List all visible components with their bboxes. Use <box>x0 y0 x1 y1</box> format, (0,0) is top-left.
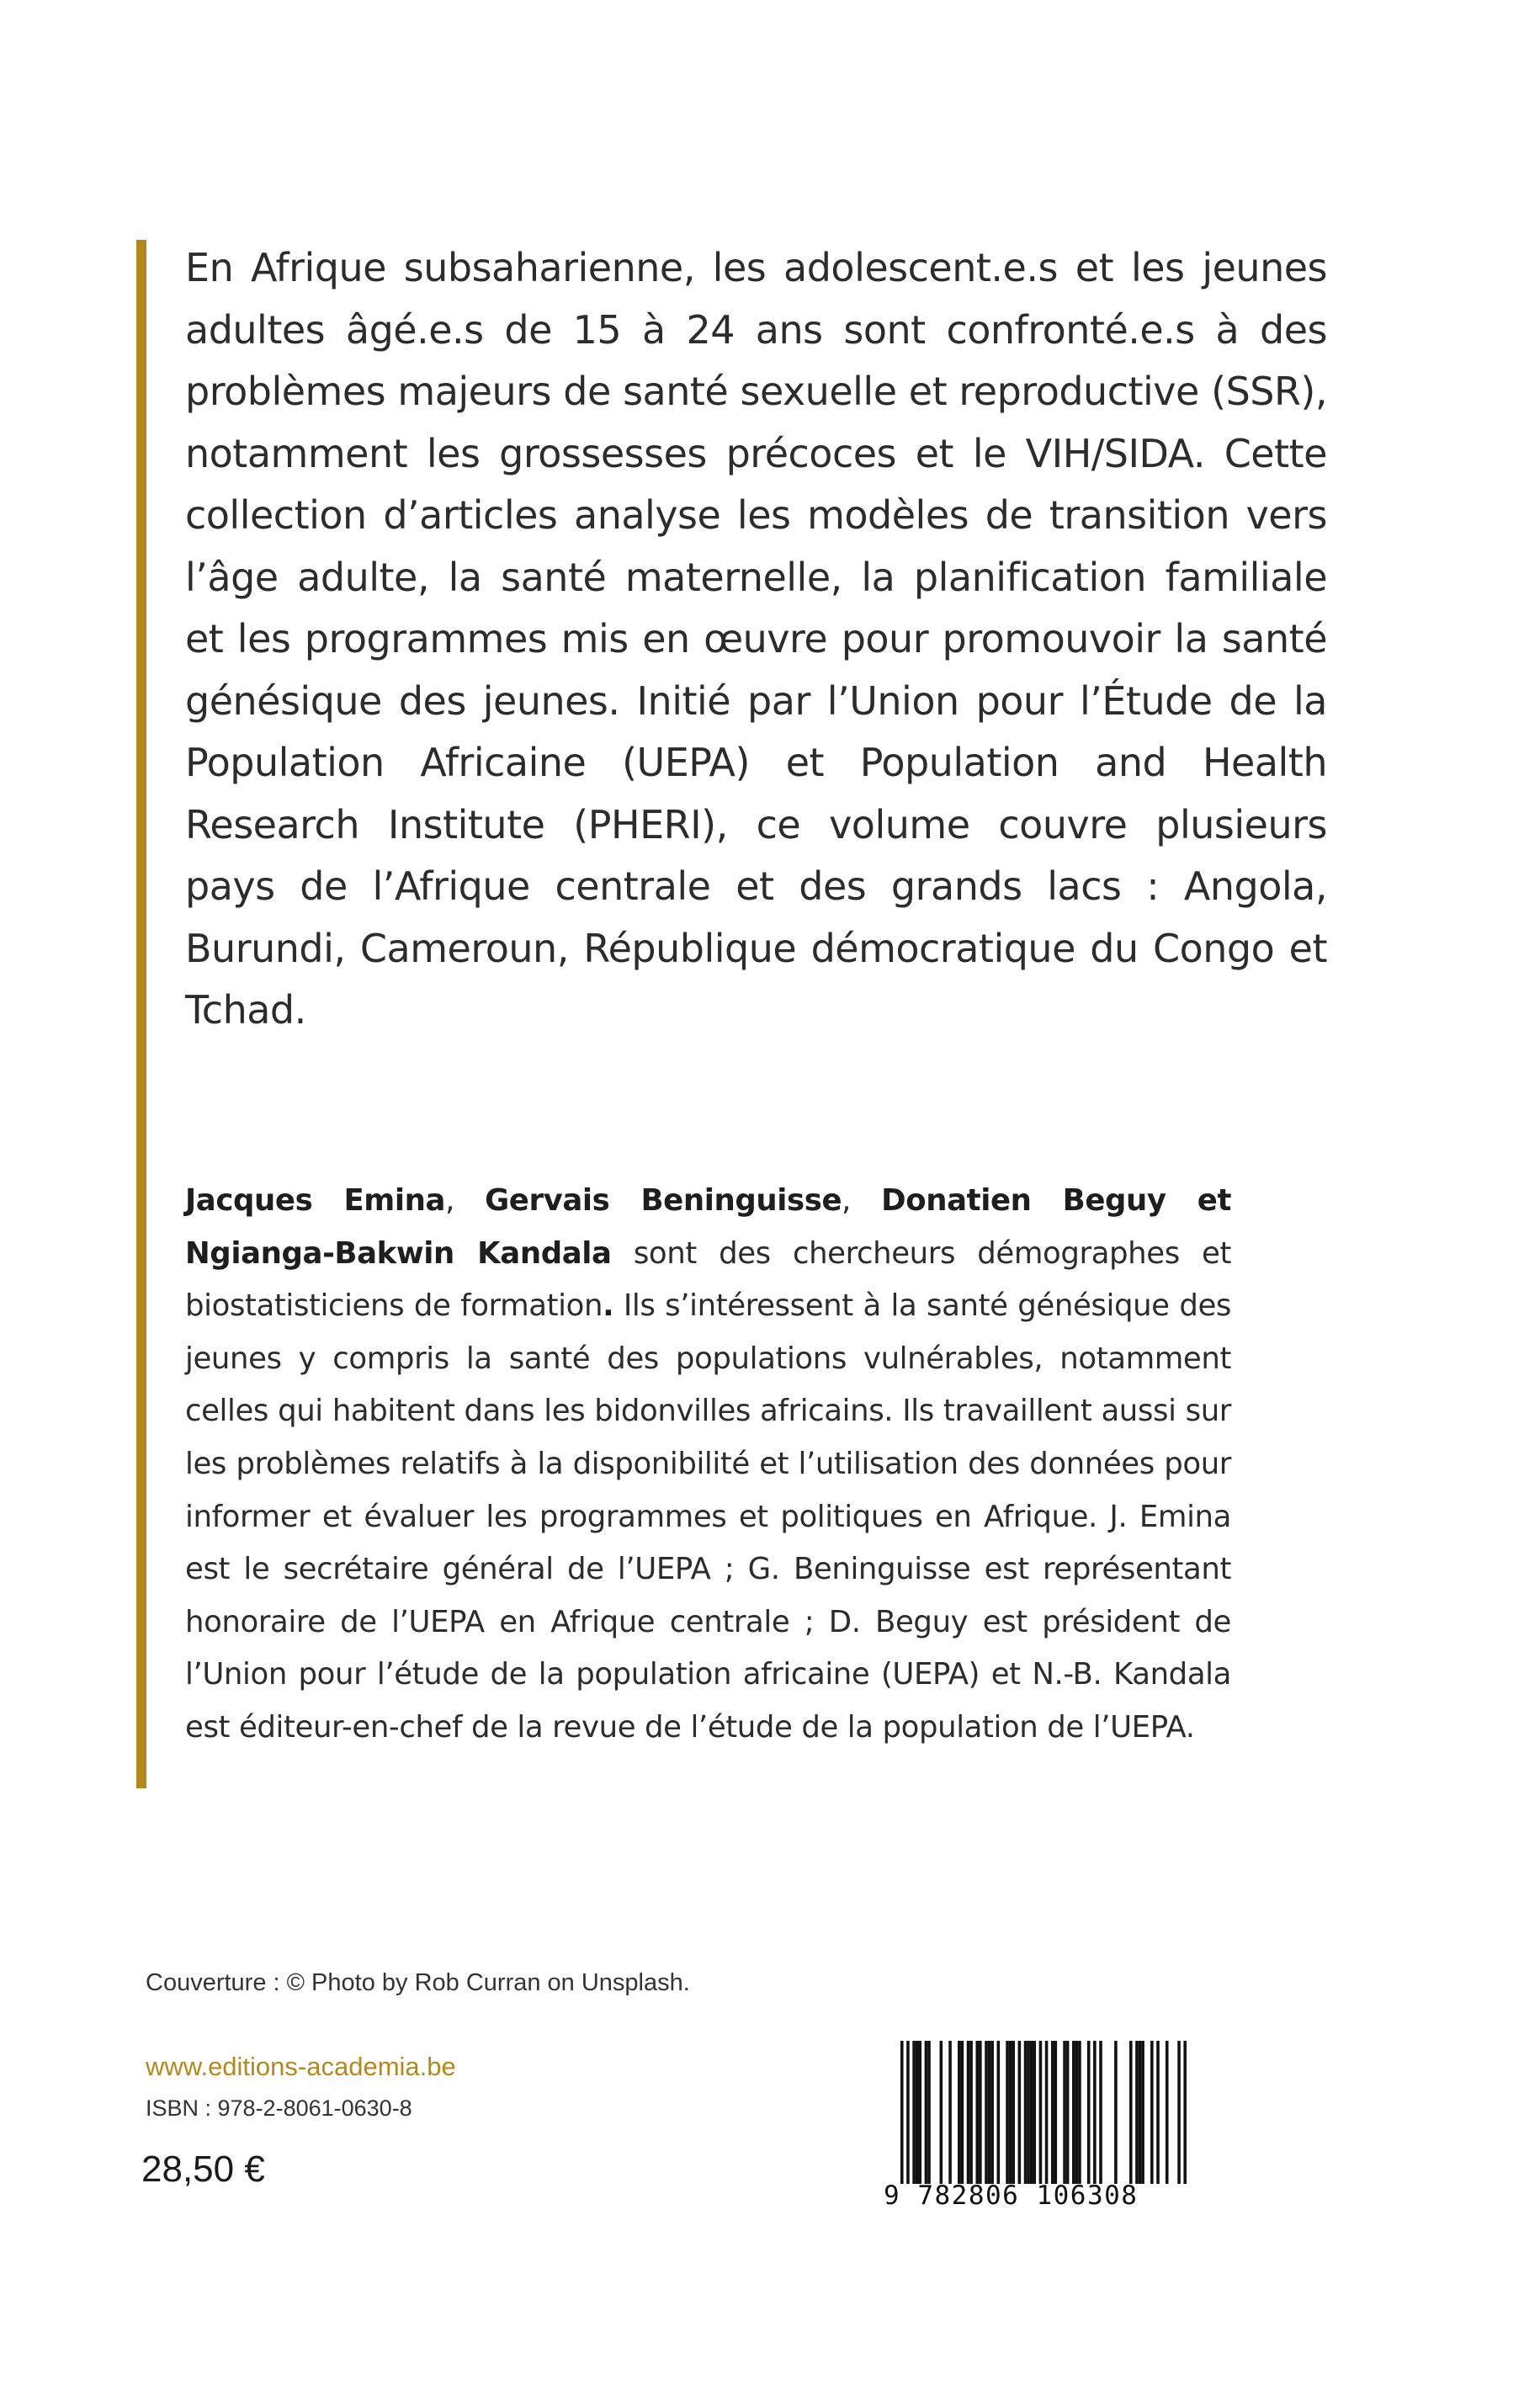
price: 28,50 € <box>141 2149 265 2190</box>
barcode-bar <box>940 2041 943 2184</box>
bio-rest: Ils s’intéressent à la santé génésique des jeunes y compris la santé des populations vulnérables, notamment celles qui habitent dans les bidonvilles africains. Ils travaillent aussi sur les problèmes relatifs à la disponibilité et l’utilisation des données pour informer et évaluer les programmes et politiques en Afrique. J. Emina est le secrétaire général de l’UEPA ; G. Beninguisse est représentant honoraire de l’UEPA en Afrique centrale ; D. Beguy est président de l’Union pour l’étude de la population africaine (UEPA) et N.-B. Kandala est éditeur-en-chef de la revue de l’étude de la population de l’UEPA. <box>185 1288 1231 1745</box>
barcode-bar <box>967 2041 970 2184</box>
isbn: ISBN : 978-2-8061-0630-8 <box>146 2096 412 2121</box>
barcode-bar <box>1045 2041 1049 2184</box>
barcode-bar <box>927 2041 931 2184</box>
bio-intro: sont des chercheurs démographes et biostatisticiens de formation <box>185 1235 1231 1324</box>
barcode-bar <box>1139 2041 1142 2184</box>
barcode-bar <box>975 2041 979 2184</box>
barcode-bar <box>1166 2041 1169 2184</box>
barcode-bar <box>1051 2041 1054 2184</box>
barcode-bar <box>961 2041 964 2184</box>
barcode-bar <box>1141 2041 1144 2184</box>
publisher-website-link[interactable]: www.editions-academia.be <box>146 2052 456 2081</box>
barcode-bar <box>1150 2041 1154 2184</box>
barcode-bar <box>1087 2041 1091 2184</box>
author-separator: , <box>445 1183 486 1218</box>
cover-credit: Couverture : © Photo by Rob Curran on Unsplash. <box>146 1969 690 1996</box>
barcode-bar <box>1024 2041 1028 2184</box>
barcode-bar <box>1006 2041 1009 2184</box>
barcode-bar <box>1012 2041 1015 2184</box>
barcode-bar <box>918 2041 921 2184</box>
barcode-bar <box>985 2041 988 2184</box>
barcode-bar <box>1072 2041 1075 2184</box>
author-separator: , <box>842 1183 882 1218</box>
barcode-bar <box>1018 2041 1022 2184</box>
barcode-bar <box>979 2041 982 2184</box>
barcode-bar <box>1063 2041 1066 2184</box>
barcode-bar <box>1183 2041 1187 2184</box>
barcode-bar <box>948 2041 952 2184</box>
barcode-bar <box>1009 2041 1012 2184</box>
barcode-bar <box>1177 2041 1181 2184</box>
barcode-bar <box>1129 2041 1133 2184</box>
barcode-bar <box>990 2041 994 2184</box>
author-name: Donatien Beguy et Ngianga-Bakwin Kandala <box>185 1183 1232 1271</box>
barcode-bar <box>997 2041 1001 2184</box>
barcode-bar <box>1099 2041 1102 2184</box>
barcode-bar <box>912 2041 916 2184</box>
barcode-bar <box>1027 2041 1030 2184</box>
barcode-bar <box>1078 2041 1081 2184</box>
barcode <box>884 2024 1174 2230</box>
barcode-bar <box>900 2041 904 2184</box>
barcode-bar <box>1054 2041 1058 2184</box>
barcode-number: 9 782806 106308 <box>884 2180 1139 2211</box>
author-name: Gervais Beninguisse <box>485 1183 842 1218</box>
summary-paragraph: En Afrique subsaharienne, les adolescent.e.s et les jeunes adultes âgé.e.s de 15 à 24 ans sont confronté.e.s à des problèmes majeurs de santé sexuelle et reproductive (SSR), notamment les grossesses précoces et le VIH/SIDA. Cette collection d’articles analyse les modèles de transition vers l’âge adulte, la santé maternelle, la planification familiale et les programmes mis en œuvre pour promouvoir la santé génésique des jeunes. Initié par l’Union pour l’Étude de la Population Africaine (UEPA) et Population and Health Research Institute (PHERI), ce volume couvre plusieurs pays de l’Afrique centrale et des grands lacs : Angola, Burundi, Cameroun, République démocratique du Congo et Tchad. <box>185 245 1327 1033</box>
author-name: Jacques Emina <box>185 1183 446 1218</box>
barcode-bar <box>1156 2041 1160 2184</box>
barcode-bar <box>958 2041 961 2184</box>
barcode-bar <box>1093 2041 1097 2184</box>
barcode-bar <box>1039 2041 1043 2184</box>
barcode-bar <box>925 2041 928 2184</box>
barcode-bar <box>1030 2041 1033 2184</box>
barcode-bar <box>1075 2041 1079 2184</box>
barcode-bar <box>1066 2041 1070 2184</box>
barcode-bar <box>969 2041 973 2184</box>
barcode-bar <box>906 2041 910 2184</box>
barcode-bars <box>900 2041 1187 2184</box>
barcode-bar <box>1135 2041 1139 2184</box>
barcode-bar <box>1033 2041 1036 2184</box>
barcode-bar <box>1114 2041 1118 2184</box>
barcode-bar <box>916 2041 919 2184</box>
author-bio <box>185 1175 1231 1755</box>
bio-period: . <box>603 1288 614 1324</box>
accent-bar <box>136 240 146 1788</box>
barcode-bar <box>988 2041 991 2184</box>
